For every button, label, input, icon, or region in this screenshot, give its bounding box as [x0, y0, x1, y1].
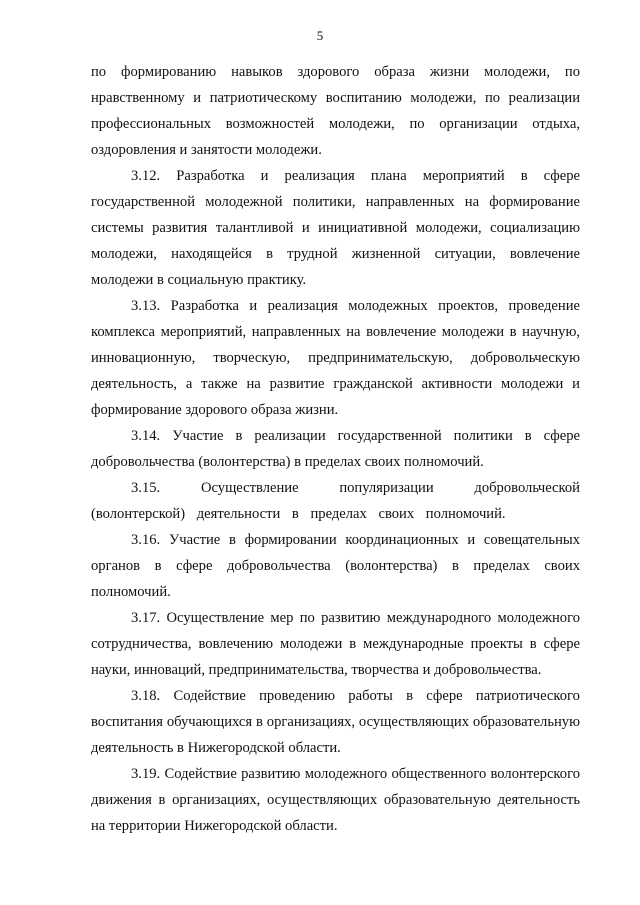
paragraph-number: 3.14.: [131, 428, 161, 444]
paragraph-continuation: [91, 59, 580, 163]
paragraph-number: 3.13.: [131, 298, 161, 314]
paragraph-number: 3.18.: [131, 688, 161, 704]
paragraph-3-15: [91, 475, 580, 527]
paragraph-text: Разработка и реализация плана мероприятий в сфере государственной молодежной политики, направленных на формирование системы развития талантливой и инициативной молодежи, социализацию молодежи, находящейся в трудной жизненной ситуации, вовлечение молодежи в социальную практику.: [91, 168, 581, 288]
paragraph-3-19: [91, 761, 580, 839]
paragraph-3-18: [91, 683, 580, 761]
paragraph-3-17: [91, 605, 580, 683]
paragraph-number: 3.17.: [131, 610, 161, 626]
paragraph-text: по формированию навыков здорового образа жизни молодежи, по нравственному и патриотическому воспитанию молодежи, по реализации профессиональных возможностей молодежи, по организации отдыха, оздоровления и занятости молодежи.: [91, 64, 580, 158]
paragraph-text: Содействие проведению работы в сфере патриотического воспитания обучающихся в организациях, осуществляющих образовательную деятельность в Нижегородской области.: [91, 688, 580, 756]
paragraph-3-12: [91, 163, 580, 293]
paragraph-number: 3.19.: [131, 766, 161, 782]
paragraph-3-16: [91, 527, 580, 605]
paragraph-text: Разработка и реализация молодежных проектов, проведение комплекса мероприятий, направленных на вовлечение молодежи в научную, инновационную, творческую, предпринимательскую, добровольческую деятельность, а также на развитие гражданской активности молодежи и формирование здорового образа жизни.: [91, 298, 580, 418]
paragraph-3-14: [91, 423, 580, 475]
paragraph-3-13: [91, 293, 580, 423]
paragraph-number: 3.15.: [131, 480, 161, 496]
document-body: [91, 59, 580, 839]
paragraph-number: 3.12.: [131, 168, 161, 184]
paragraph-text: Содействие развитию молодежного общественного волонтерского движения в организациях, осуществляющих образовательную деятельность на территории Нижегородской области.: [91, 766, 580, 834]
paragraph-text: Участие в формировании координационных и совещательных органов в сфере добровольчества (волонтерства) в пределах своих полномочий.: [91, 532, 580, 600]
paragraph-text: Осуществление мер по развитию международного молодежного сотрудничества, вовлечению молодежи в международные проекты в сфере науки, инноваций, предпринимательства, творчества и добровольчества.: [91, 610, 580, 678]
paragraph-text: Участие в реализации государственной политики в сфере добровольчества (волонтерства) в пределах своих полномочий.: [91, 428, 580, 470]
paragraph-text: Осуществление популяризации добровольческой (волонтерской) деятельности в пределах своих полномочий.: [91, 480, 580, 522]
paragraph-number: 3.16.: [131, 532, 161, 548]
page-number: 5: [316, 28, 324, 43]
